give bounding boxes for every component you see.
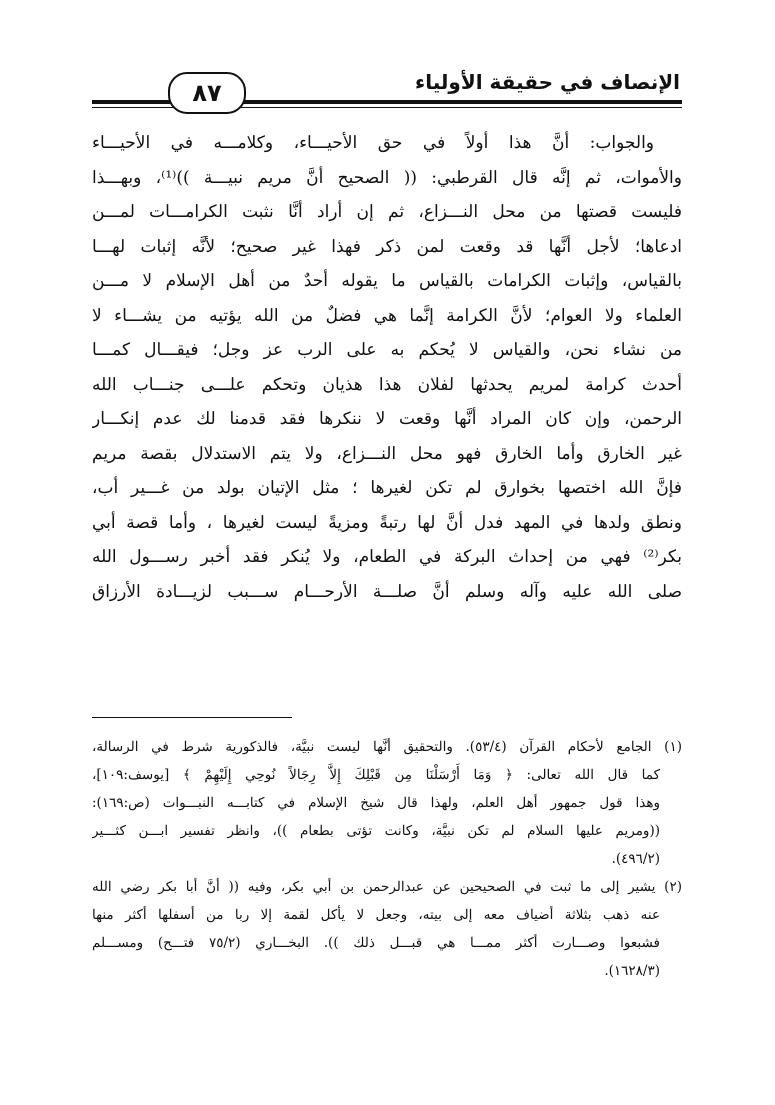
- footnote-line: (١) الجامع لأحكام القرآن (٥٣/٤). والتحقيق أنَّها ليست نبيَّة، فالذكورية شرط في الرسالة،: [92, 739, 682, 755]
- main-line: العلماء ولا العوام؛ لأنَّ الكرامة إنَّما هي فضلٌ من الله يؤتيه من يشـــاء لا: [92, 305, 682, 326]
- footnote-separator: [92, 717, 292, 718]
- footnote-line: ((ومريم عليها السلام لم تكن نبيَّة، وكانت تؤتى بطعام ))، وانظر تفسير ابـــن كثـــير: [92, 823, 660, 839]
- footnote-line: عنه ذهب بثلاثة أضياف معه إلى بيته، وجعل لا يأكل لقمة إلا ربا من أسفلها أكثر منها: [92, 907, 660, 923]
- main-text: [92, 126, 682, 609]
- main-line: ادعاها؛ لأجل أنَّها قد وقعت لمن ذكر فهذا غير صحيح؛ لأنَّه إثبات لهـــا: [92, 236, 682, 257]
- main-line: والجواب: أنَّ هذا أولاً في حق الأحيـــاء، وكلامـــه في الأحيـــاء: [92, 133, 654, 153]
- main-line: فإنَّ الله اختصها بخوارق لم تكن لغيرها ؛ مثل الإتيان بولد من غـــير أب،: [92, 478, 682, 498]
- main-line: والأموات، ثم إنَّه قال القرطبي: (( الصحيح أنَّ مريم نبيـــة ))⁽¹⁾، وبهـــذا: [92, 167, 682, 188]
- main-line: فليست قصتها من محل النـــزاع، ثم إن أراد أنَّا نثبت الكرامـــات لمـــن: [92, 202, 682, 222]
- running-title: الإنصاف في حقيقة الأولياء: [414, 70, 680, 94]
- footnote-line: فشبعوا وصـــارت أكثر ممـــا هي قبـــل ذلك )). البخـــاري (٧٥/٢ فتـــح) ومســـلم: [92, 935, 660, 951]
- main-line: صلى الله عليه وآله وسلم أنَّ صلـــة الأرحـــام ســـبب لزيـــادة الأرزاق: [92, 581, 682, 602]
- footnote-line: (٢) يشير إلى ما ثبت في الصحيحين عن عبدالرحمن بن أبي بكر، وفيه (( أنَّ أبا بكر رضي الله: [92, 879, 682, 895]
- footnote-line: وهذا قول جمهور أهل العلم، ولهذا قال شيخ الإسلام في كتابـــه النبـــوات (ص:١٦٩):: [92, 795, 660, 811]
- footnote-line: (١٦٢٨/٣).: [604, 963, 660, 979]
- main-line: الرحمن، وإن كان المراد أنَّها وقعت لا ننكرها فقد قدمنا لك عدم إنكـــار: [92, 409, 682, 429]
- footnotes: [92, 733, 682, 985]
- main-line: ونطق ولدها في المهد فدل أنَّ لها رتبةً ومزيةً ليست لغيرها ، وأما قصة أبي: [92, 512, 682, 533]
- main-line: أحدث كرامة لمريم يحدثها لفلان هذا هذيان وتحكم علـــى جنـــاب الله: [92, 374, 682, 395]
- footnote-line: (٤٩٦/٢).: [611, 851, 660, 867]
- footnote-line: كما قال الله تعالى: ﴿ وَمَا أَرْسَلْنَا مِن قَبْلِكَ إِلاَّ رِجَالاً نُوحِي إِلَيْهِمْ ﴾ [يوسف:١٠٩]،: [92, 767, 660, 783]
- main-line: بكر⁽²⁾ فهي من إحداث البركة في الطعام، ولا يُنكر فقد أخبر رســـول الله: [92, 547, 682, 567]
- main-line: بالقياس، وإثبات الكرامات بالقياس ما يقوله أحدٌ من أهل الإسلام لا مـــن: [92, 271, 682, 291]
- main-line: غير الخارق وأما الخارق فهو محل النـــزاع، ولا يتم الاستدلال بقصة مريم: [92, 443, 682, 464]
- main-line: من نشاء نحن، والقياس لا يُحكم به على الرب عز وجل؛ فيقـــال كمـــا: [92, 340, 682, 360]
- page-number: ٨٧: [168, 72, 246, 114]
